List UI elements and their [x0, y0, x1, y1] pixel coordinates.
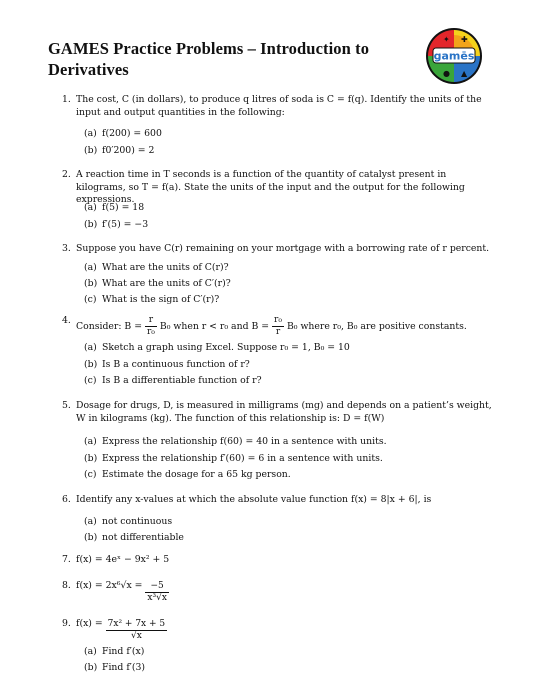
question-text: Identify any x-values at which the absolute value function f(x) = 8|x + 6|, is — [76, 494, 432, 505]
svg-text:✦: ✦ — [443, 35, 450, 44]
svg-text:✚: ✚ — [461, 35, 468, 44]
question-5-part-c: (c) Estimate the dosage for a 65 kg person. — [84, 469, 291, 480]
question-1-part-a: (a) f(200) = 600 — [84, 128, 162, 139]
question-text: A reaction time in T seconds is a function of the quantity of catalyst present in kilograms, so T = f(a). State the units of the input and the output for the following expressions. — [76, 169, 465, 206]
question-5-part-b: (b) Express the relationship f′(60) = 6 in a sentence with units. — [84, 453, 383, 464]
question-number: 7. — [62, 554, 71, 565]
question-number: 9. — [62, 618, 71, 629]
question-2-part-a: (a) f(5) = 18 — [84, 202, 145, 213]
question-9-part-a: (a) Find f′(x) — [84, 646, 145, 657]
question-6-part-a: (a) not continuous — [84, 516, 173, 527]
question-3-part-b: (b) What are the units of C′(r)? — [84, 278, 231, 289]
fraction: $\frac{r}{\text{r₀}}$ — [146, 315, 155, 337]
question-text: The cost, C (in dollars), to produce q litres of soda is C = f(q). Identify the units of the input and output quantities in the following: — [76, 94, 482, 118]
question-text: Dosage for drugs, D, is measured in milligrams (mg) and depends on a patient’s weight, W in kilograms (kg). The function of this relationship is: D = f(W) — [76, 400, 492, 424]
question-number: 8. — [62, 580, 71, 591]
question-text: f(x) = 2x⁶√x = $\frac{-5}{\text{x³√x}}$ — [76, 580, 167, 603]
question-number: 5. — [62, 400, 71, 411]
question-number: 3. — [62, 243, 71, 254]
fraction: $\frac{-5}{\text{x³√x}}$ — [147, 581, 167, 603]
question-text: Suppose you have C(r) remaining on your mortgage with a borrowing rate of r percent. — [76, 243, 490, 254]
page-title: GAMES Practice Problems – Introduction to Derivatives — [48, 39, 370, 79]
svg-text:▲: ▲ — [461, 69, 468, 78]
question-3-part-a: (a) What are the units of C(r)? — [84, 262, 229, 273]
question-number: 6. — [62, 494, 71, 505]
question-6-part-b: (b) not differentiable — [84, 532, 184, 543]
question-4-part-c: (c) Is B a differentiable function of r? — [84, 375, 262, 386]
question-5-part-a: (a) Express the relationship f(60) = 40 in a sentence with units. — [84, 436, 387, 447]
question-1-part-b: (b) f0′200) = 2 — [84, 145, 155, 156]
question-number: 2. — [62, 169, 71, 180]
question-number: 1. — [62, 94, 71, 105]
svg-text:●: ● — [443, 69, 450, 78]
question-2-part-b: (b) f′(5) = −3 — [84, 219, 149, 230]
question-4-part-b: (b) Is B a continuous function of r? — [84, 359, 250, 370]
question-text: f(x) = $\frac{\text{7x² + 7x + 5}}{√x}$ — [76, 618, 166, 641]
question-number: 4. — [62, 315, 71, 326]
question-3-part-c: (c) What is the sign of C′(r)? — [84, 294, 220, 305]
logo-text: gamēs — [433, 49, 475, 63]
question-text: Consider: B = $\frac{r}{\text{r₀}}$ B₀ when r < r₀ and B = $\frac{\text{r₀}}{r}$ B₀ where r₀, B₀ are positive constants. — [76, 315, 467, 337]
question-text: f(x) = 4eˣ − 9x² + 5 — [76, 554, 170, 565]
games-logo — [425, 27, 483, 85]
fraction: $\frac{\text{r₀}}{r}$ — [274, 315, 282, 337]
question-4-part-a: (a) Sketch a graph using Excel. Suppose r₀ = 1, B₀ = 10 — [84, 342, 350, 353]
question-9-part-b: (b) Find f′(3) — [84, 662, 146, 673]
fraction: $\frac{\text{7x² + 7x + 5}}{√x}$ — [107, 619, 166, 641]
